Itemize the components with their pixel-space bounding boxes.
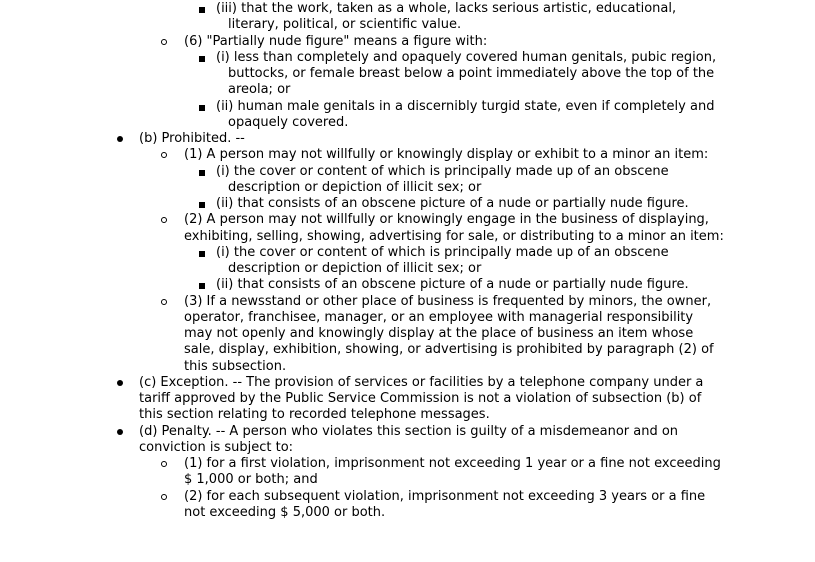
list-item-level2: [0, 212, 724, 245]
section-heading: (b) Prohibited. --: [139, 131, 245, 146]
list-item-level3: [0, 99, 718, 132]
list-item-level2: [0, 456, 724, 489]
circle-bullet-icon: [161, 217, 167, 223]
list-item-text: (1) for a first violation, imprisonment not exceeding 1 year or a fine not exceeding $ 1,000 or both; and: [184, 456, 721, 488]
list-item-text: (ii) human male genitals in a discernibly turgid state, even if completely and opaquely covered.: [216, 98, 715, 130]
section-c-exception: [0, 375, 719, 424]
circle-bullet-icon: [161, 494, 167, 500]
list-item-text: (i) the cover or content of which is principally made up of an obscene description or depiction of illicit sex; or: [216, 163, 669, 195]
list-item-level3: [0, 1, 718, 34]
section-text: (c) Exception. -- The provision of services or facilities by a telephone company under a tariff approved by the Public Service Commission is not a violation of subsection (b) of this section relating to recorded telephone messages.: [139, 374, 704, 423]
disc-bullet-icon: [117, 136, 123, 142]
list-item-level3: [0, 164, 718, 197]
list-item-text: (1) A person may not willfully or knowingly display or exhibit to a minor an item:: [184, 147, 709, 163]
list-item-text: (ii) that consists of an obscene picture of a nude or partially nude figure.: [216, 277, 689, 293]
list-item-level3: [0, 245, 718, 278]
circle-bullet-icon: [161, 39, 167, 45]
list-item-text: (iii) that the work, taken as a whole, lacks serious artistic, educational, literary, political, or scientific value.: [216, 1, 677, 33]
list-item-text: (i) less than completely and opaquely covered human genitals, pubic region, buttocks, or female breast below a point immediately above the top of the areola; or: [216, 49, 717, 98]
square-bullet-icon: [199, 251, 205, 257]
list-item-level3: [0, 50, 718, 99]
square-bullet-icon: [199, 105, 205, 111]
list-item-level3: [0, 277, 718, 293]
section-d-penalty: [0, 424, 719, 457]
list-item-text: (i) the cover or content of which is principally made up of an obscene description or depiction of illicit sex; or: [216, 244, 669, 276]
square-bullet-icon: [199, 283, 205, 289]
square-bullet-icon: [199, 170, 205, 176]
list-item-level2: [0, 34, 724, 50]
list-item-text: (2) for each subsequent violation, imprisonment not exceeding 3 years or a fine not exceeding $ 5,000 or both.: [184, 488, 706, 520]
list-item-level2: [0, 147, 724, 163]
list-item-level3: [0, 196, 718, 212]
list-item-level2: [0, 294, 724, 375]
section-b-prohibited: [0, 131, 719, 147]
circle-bullet-icon: [161, 461, 167, 467]
circle-bullet-icon: [161, 152, 167, 158]
list-item-level2: [0, 489, 724, 522]
square-bullet-icon: [199, 56, 205, 62]
list-item-text: (6) "Partially nude figure" means a figure with:: [184, 33, 488, 49]
disc-bullet-icon: [117, 429, 123, 435]
disc-bullet-icon: [117, 380, 123, 386]
circle-bullet-icon: [161, 299, 167, 305]
section-text: (d) Penalty. -- A person who violates this section is guilty of a misdemeanor and on conviction is subject to:: [139, 423, 679, 455]
list-item-text: (3) If a newsstand or other place of business is frequented by minors, the owner, operator, franchisee, manager, or an employee with managerial responsibility may not openly and knowingly display at the place of business an item whose sale, display, exhibition, showing, or advertising is prohibited by paragraph (2) of this subsection.: [184, 293, 714, 374]
list-item-text: (2) A person may not willfully or knowingly engage in the business of displaying, exhibiting, selling, showing, advertising for sale, or distributing to a minor an item:: [184, 212, 724, 244]
statute-document: [0, 1, 815, 521]
square-bullet-icon: [199, 7, 205, 13]
square-bullet-icon: [199, 202, 205, 208]
list-item-text: (ii) that consists of an obscene picture of a nude or partially nude figure.: [216, 196, 689, 211]
